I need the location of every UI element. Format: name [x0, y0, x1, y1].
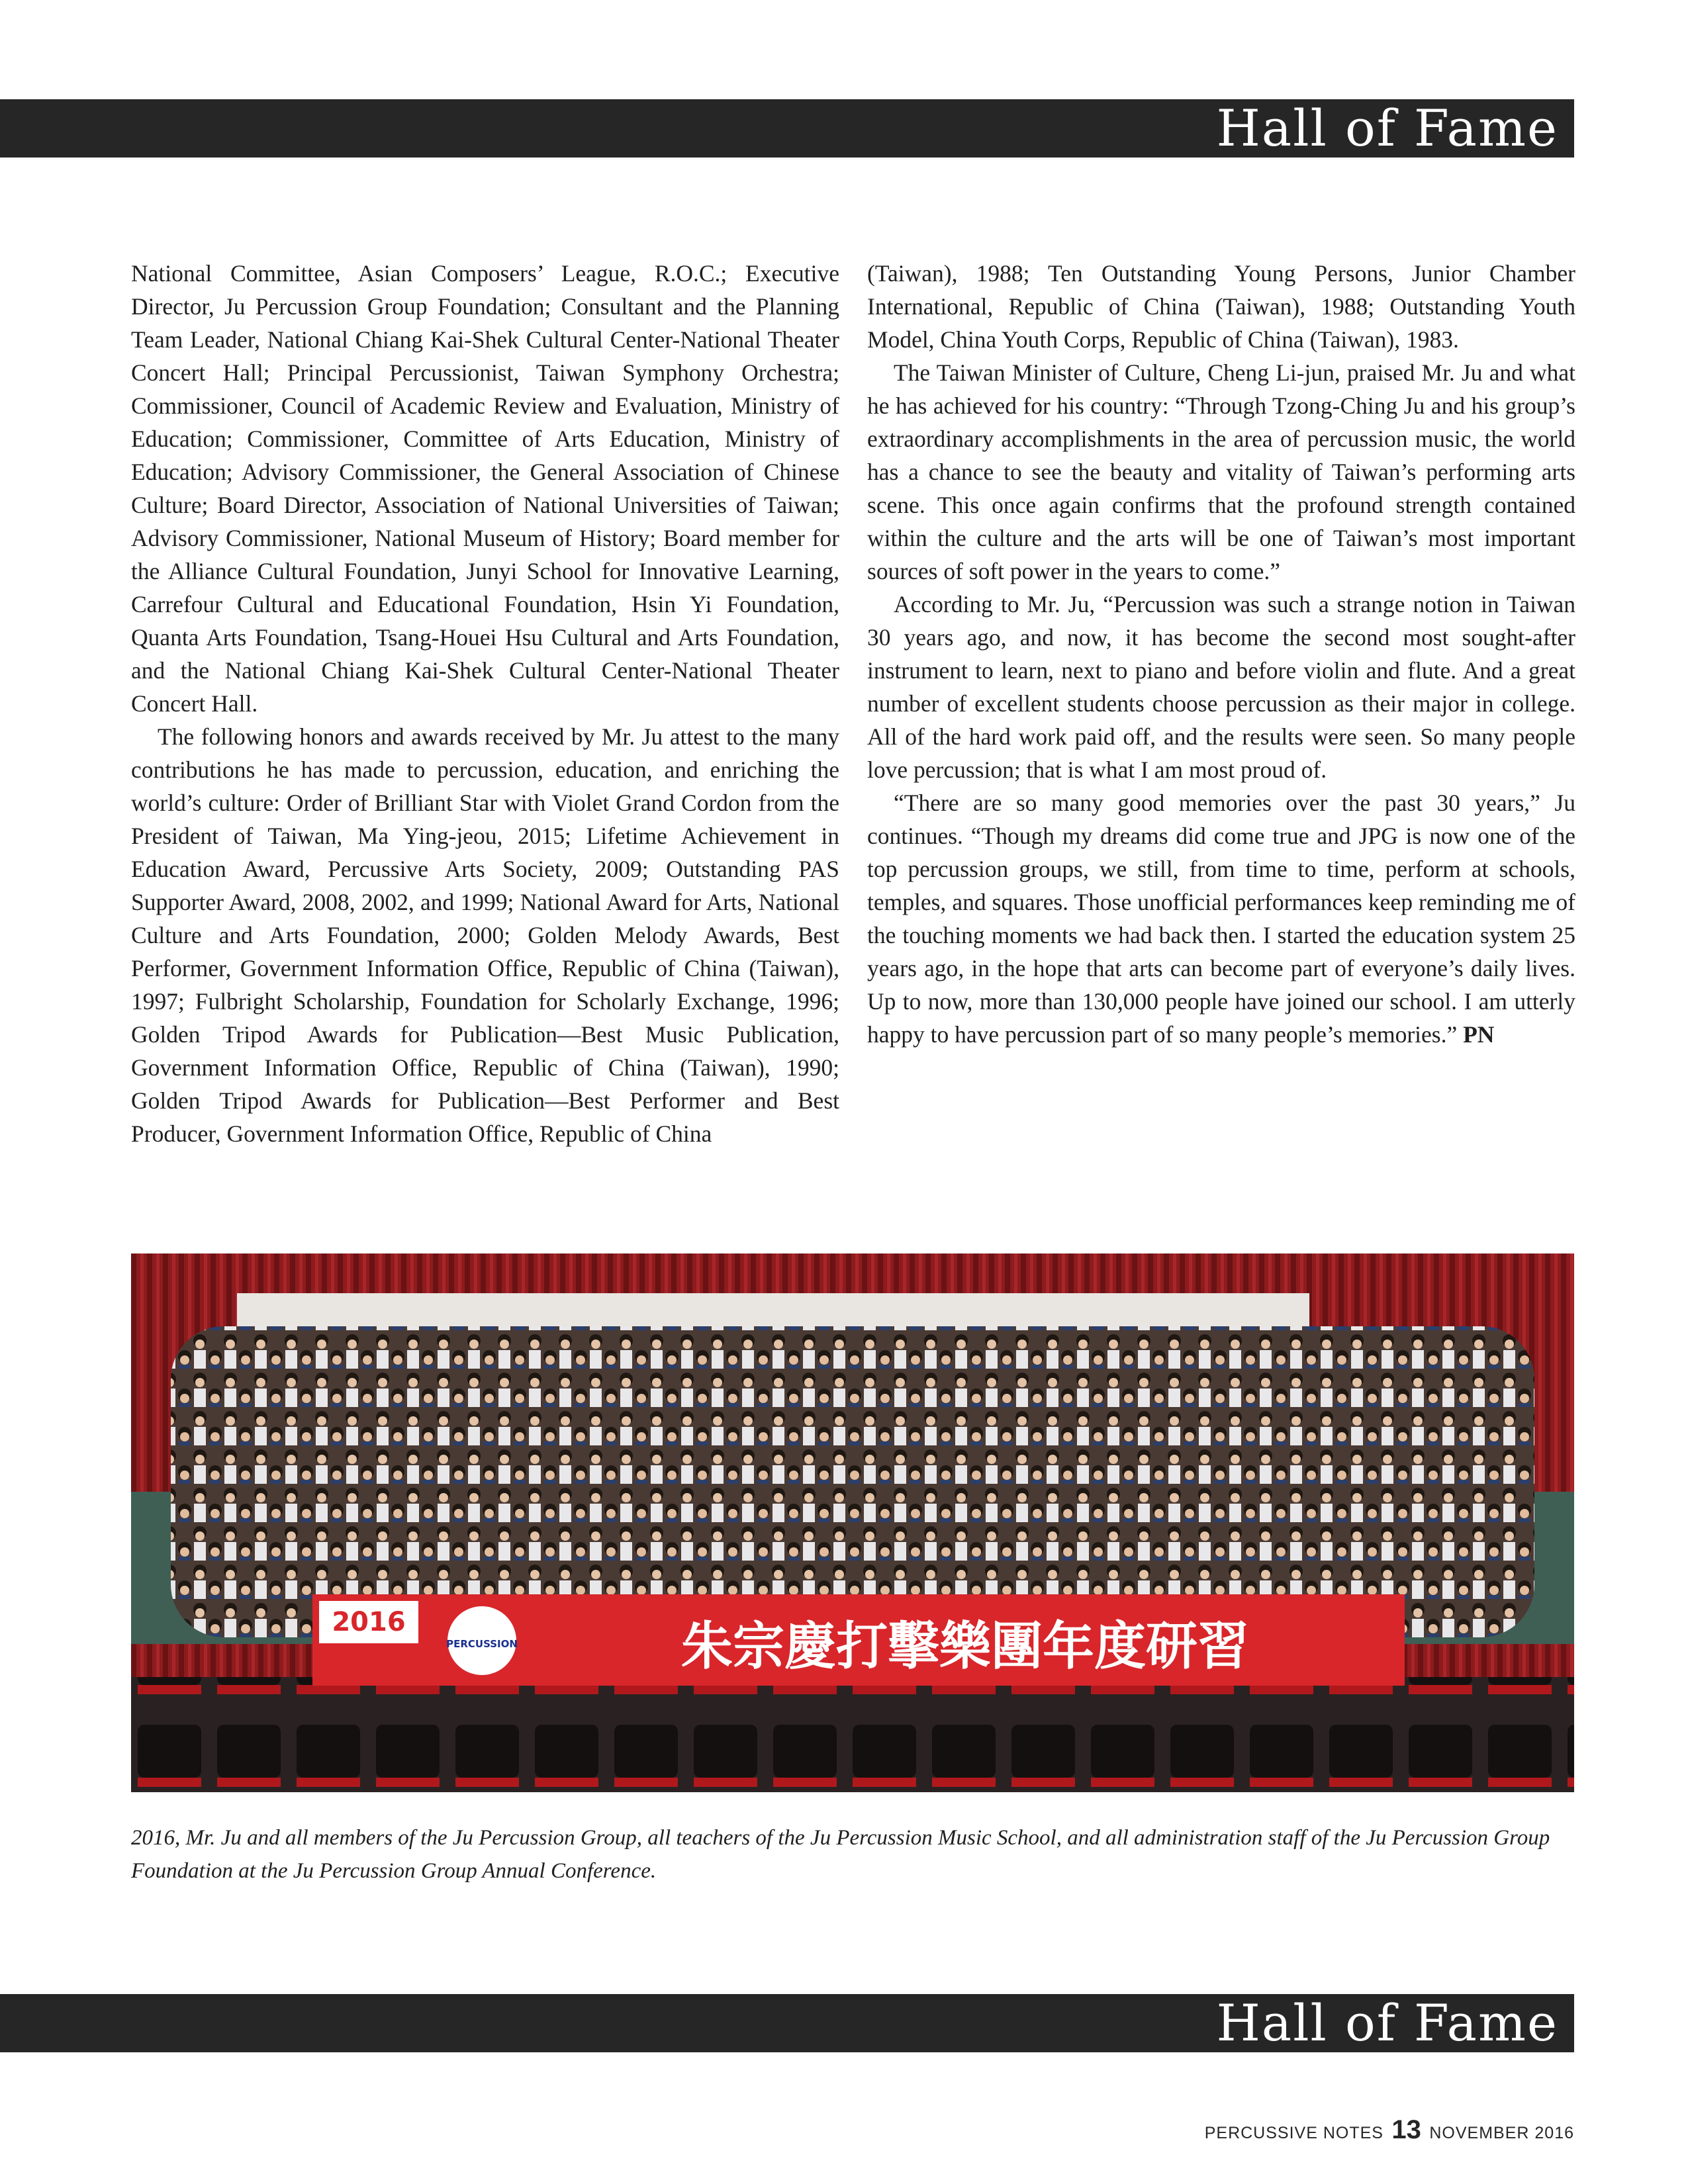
banner-year: 2016: [332, 1607, 406, 1637]
page-number: 13: [1391, 2115, 1421, 2144]
percussion-logo: PERCUSSION: [446, 1638, 518, 1650]
issue-date: NOVEMBER 2016: [1429, 2124, 1574, 2142]
article-column-right: [867, 257, 1575, 1051]
article-paragraph: According to Mr. Ju, “Percussion was such a strange notion in Taiwan 30 years ago, and now, it has become the second most sought-after instrument to learn, next to piano and before violin and flute. And a great number of excellent students choose percussion as their major in college. All of the hard work paid off, and the results were seen. So many people love percussion; that is what I am most proud of.: [867, 591, 1575, 783]
conference-banner: [312, 1594, 1405, 1686]
article-paragraph: (Taiwan), 1988; Ten Outstanding Young Persons, Junior Chamber International, Republic of China (Taiwan), 1988; Outstanding Youth Model, China Youth Corps, Republic of China (Taiwan), 1983.: [867, 260, 1575, 353]
group-photo: [131, 1253, 1574, 1792]
photo-caption: 2016, Mr. Ju and all members of the Ju Percussion Group, all teachers of the Ju Percussion Music School, and all administration staff of the Ju Percussion Group Foundation at the Ju Percussion Group Annual Conference.: [131, 1826, 1550, 1883]
section-banner-top: [0, 99, 1574, 158]
section-title-bottom: Hall of Fame: [1216, 1993, 1558, 2052]
section-title-top: Hall of Fame: [1216, 99, 1558, 158]
group-photo-illustration: [131, 1253, 1574, 1792]
page-footer: [1205, 2115, 1574, 2145]
article-paragraph-text: “There are so many good memories over the past 30 years,” Ju continues. “Though my dreams did come true and JPG is now one of the top percussion groups, we still, from time to time, perform at schools, temples, and squares. Those unofficial performances keep reminding me of the touching moments we had back then. I started the education system 25 years ago, in the hope that arts can become part of everyone’s daily lives. Up to now, more than 130,000 people have joined our school. I am utterly happy to have percussion part of so many people’s memories.”: [867, 790, 1575, 1048]
article-column-left: [131, 257, 839, 1150]
end-signature: PN: [1463, 1021, 1495, 1048]
article-paragraph: The following honors and awards received by Mr. Ju attest to the many contributions he has made to percussion, education, and enriching the world’s culture: Order of Brilliant Star with Violet Grand Cordon from the President of Taiwan, Ma Ying-jeou, 2015; Lifetime Achievement in Education Award, Percussive Arts Society, 2009; Outstanding PAS Supporter Award, 2008, 2002, and 1999; National Award for Arts, National Culture and Arts Foundation, 2000; Golden Melody Awards, Best Performer, Government Information Office, Republic of China (Taiwan), 1997; Fulbright Scholarship, Foundation for Scholarly Exchange, 1996; Golden Tripod Awards for Publication—Best Music Publication, Government Information Office, Republic of China (Taiwan), 1990; Golden Tripod Awards for Publication—Best Performer and Best Producer, Government Information Office, Republic of China: [131, 723, 839, 1147]
article-paragraph: The Taiwan Minister of Culture, Cheng Li-jun, praised Mr. Ju and what he has achieved for his country: “Through Tzong-Ching Ju and his group’s extraordinary accomplishments in the area of percussion music, the world has a chance to see the beauty and vitality of Taiwan’s performing arts scene. This once again confirms that the profound strength contained within the culture and the arts will be one of Taiwan’s most important sources of soft power in the years to come.”: [867, 359, 1575, 584]
article-paragraph: National Committee, Asian Composers’ League, R.O.C.; Executive Director, Ju Percussion Group Foundation; Consultant and the Planning Team Leader, National Chiang Kai-Shek Cultural Center-National Theater Concert Hall; Principal Percussionist, Taiwan Symphony Orchestra; Commissioner, Council of Academic Review and Evaluation, Ministry of Education; Commissioner, Committee of Arts Education, Ministry of Education; Advisory Commissioner, the General Association of Chinese Culture; Board Director, Association of National Universities of Taiwan; Advisory Commissioner, National Museum of History; Board member for the Alliance Cultural Foundation, Junyi School for Innovative Learning, Carrefour Cultural and Educational Foundation, Hsin Yi Foundation, Quanta Arts Foundation, Tsang-Houei Hsu Cultural and Arts Foundation, and the National Chiang Kai-Shek Cultural Center-National Theater Concert Hall.: [131, 260, 839, 717]
banner-chinese-text: 朱宗慶打擊樂團年度研習: [680, 1617, 1250, 1676]
article-paragraph-last: [867, 786, 1575, 1051]
publication-name: PERCUSSIVE NOTES: [1204, 2124, 1383, 2142]
section-banner-bottom: [0, 1994, 1574, 2052]
